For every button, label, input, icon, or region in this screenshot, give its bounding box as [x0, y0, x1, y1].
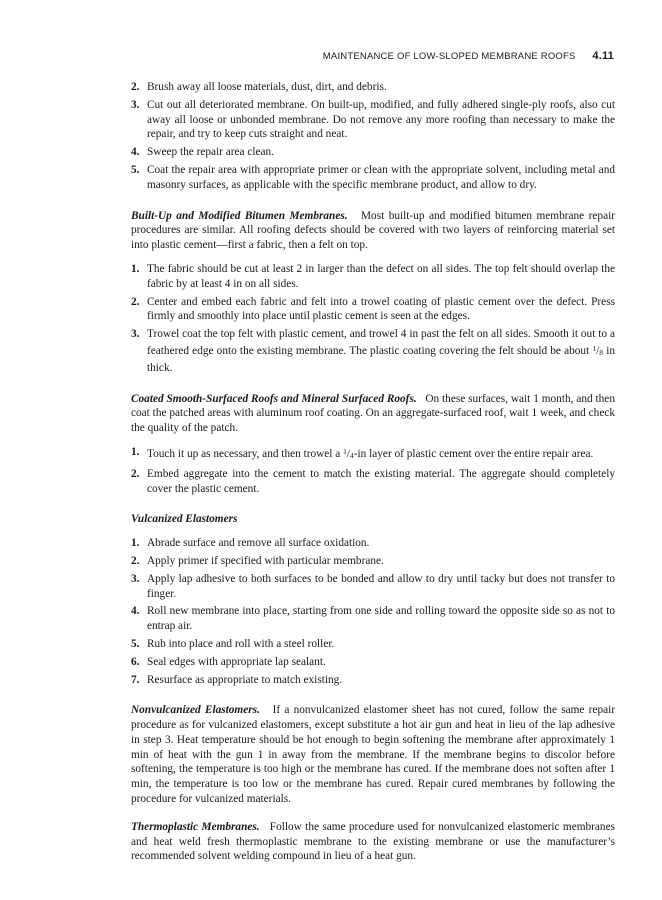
list-item: 2. Center and embed each fabric and felt into a trowel coating of plastic cement over the defect. Press firmly and smoothly into place until plastic cement is seen at the edges. — [131, 295, 615, 323]
fraction-denominator: 8 — [599, 347, 604, 357]
list-item: 4. Roll new membrane into place, starting from one side and rolling toward the opposite side so as not to entrap air. — [131, 605, 615, 633]
nonvulcanized-paragraph: Nonvulcanized Elastomers. If a nonvulcanized elastomer sheet has not cured, follow the same repair procedure as for vulcanized elastomers, except substitute a hot air gun and heat in lieu of the lap adhesive in step 3. Heat temperature should be hot enough to begin softening the membrane after approximately 1 min of heat with the gun 1 in away from the membrane. If the membrane begins to discolor before softening, the temperature is too high or the membrane has cured. If the membrane does not soften after 1 min, the temperature is too low or the membrane has cured. Repair cured membranes by following the procedure for vulcanized materials. — [131, 704, 616, 806]
builtup-paragraph: Built-Up and Modified Bitumen Membranes. Most built-up and modified bitumen membrane repair procedures are similar. All roofing defects should be covered with two layers of reinforcing material set into plastic cement—first a fabric, then a felt on top. — [131, 209, 615, 252]
list-item: 2. Embed aggregate into the cement to match the existing material. The aggregate should completely cover the plastic cement. — [131, 467, 615, 495]
list-item: 2. Brush away all loose materials, dust, dirt, and debris. — [131, 81, 387, 93]
coated-heading: Coated Smooth-Surfaced Roofs and Mineral Surfaced Roofs. — [131, 392, 417, 405]
fraction-numerator: 1 — [343, 446, 347, 456]
list-item: 1. Abrade surface and remove all surface oxidation. — [131, 537, 370, 550]
list-item: 6. Seal edges with appropriate lap sealant. — [131, 655, 326, 668]
nonvulcanized-heading: Nonvulcanized Elastomers. — [131, 704, 260, 717]
page-number: 4.11 — [592, 50, 614, 62]
prep-steps-list — [131, 80, 615, 193]
list-item: 3. Apply lap adhesive to both surfaces to be bonded and allow to dry until tacky but does not transfer to finger. — [131, 572, 615, 600]
running-title: MAINTENANCE OF LOW-SLOPED MEMBRANE ROOFS — [322, 51, 576, 62]
builtup-steps-list — [131, 262, 615, 376]
list-item: 3. Cut out all deteriorated membrane. On built-up, modified, and fully adhered single-ply roofs, also cut away all loose or unbonded membrane. Do not remove any more roofing than necessary to make the repair, and try to keep cuts straight and neat. — [131, 98, 615, 141]
list-item: 1. The fabric should be cut at least 2 in larger than the defect on all sides. The top felt should overlap the fabric by at least 4 in on all sides. — [131, 262, 615, 290]
vulcanized-steps-list — [131, 536, 615, 687]
list-item: 2. Apply primer if specified with particular membrane. — [131, 554, 384, 567]
coated-paragraph: Coated Smooth-Surfaced Roofs and Mineral Surfaced Roofs. On these surfaces, wait 1 month, and then coat the patched areas with aluminum roof coating. On an aggregate-surfaced roof, wait 1 week, and check the quality of the patch. — [131, 392, 615, 435]
thermoplastic-paragraph: Thermoplastic Membranes. Follow the same procedure used for nonvulcanized elastomeric membranes and heat weld fresh thermoplastic membrane to the existing membrane or use the manufacturer’s recommended solvent welding compound in lieu of a heat gun. — [131, 820, 615, 863]
list-item: 4. Sweep the repair area clean. — [131, 146, 275, 159]
builtup-heading: Built-Up and Modified Bitumen Membranes. — [131, 209, 348, 222]
list-item: 1. Touch it up as necessary, and then trowel a $^1/_4-in$ layer of plastic cement over the entire repair area. — [131, 445, 594, 460]
list-item: 3. Trowel coat the top felt with plastic cement, and trowel 4 in past the felt on all sides. Smooth it out to a feathered edge onto the existing membrane. The plastic coating covering the felt should be about $^1/_8$ in thick. — [131, 328, 615, 374]
vulcanized-heading: Vulcanized Elastomers — [131, 513, 238, 526]
coated-steps-list — [131, 445, 615, 496]
thermoplastic-heading: Thermoplastic Membranes. — [131, 820, 260, 833]
fraction-denominator: 4 — [350, 450, 354, 460]
list-item: 5. Rub into place and roll with a steel roller. — [131, 637, 335, 650]
running-header — [323, 50, 614, 62]
list-item: 7. Resurface as appropriate to match existing. — [131, 673, 343, 686]
fraction-numerator: 1 — [592, 343, 597, 353]
list-item: 5. Coat the repair area with appropriate primer or clean with the appropriate solvent, including metal and masonry surfaces, as applicable with the specific membrane product, and allow to dry. — [131, 163, 615, 191]
page-content — [131, 80, 615, 864]
